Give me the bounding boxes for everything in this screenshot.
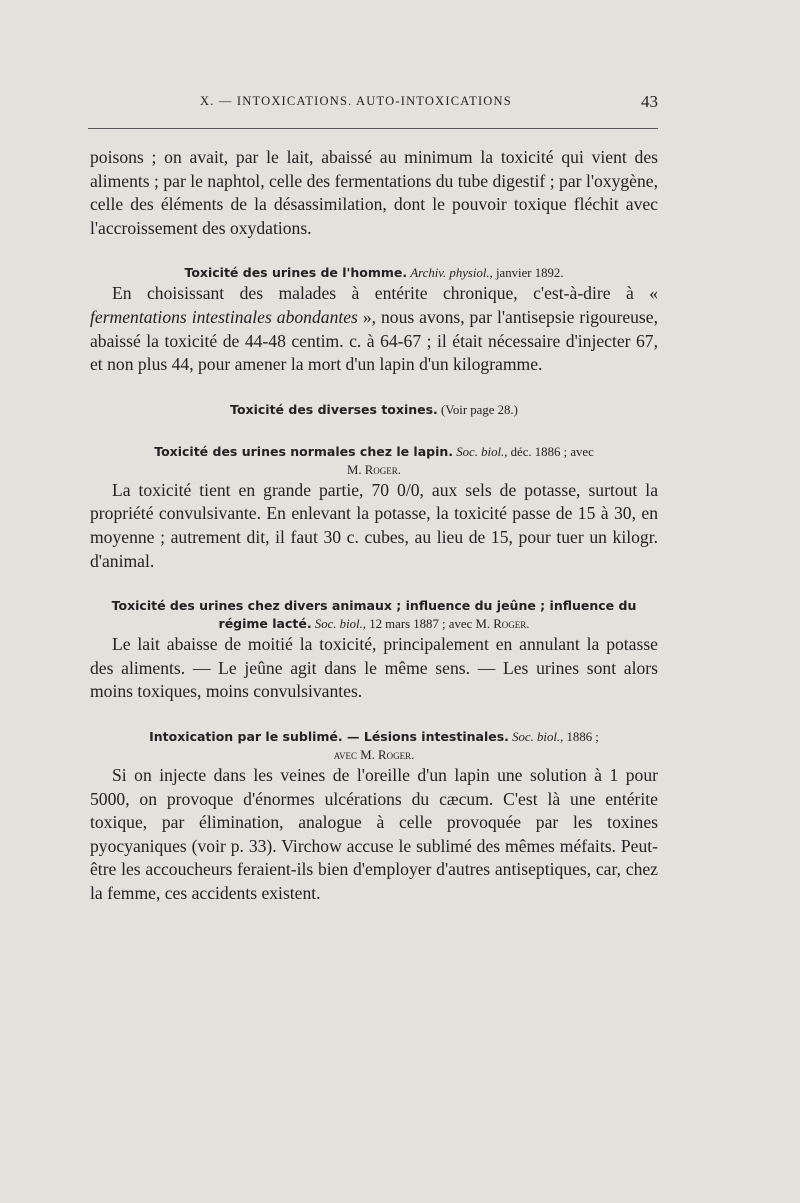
entry-journal: Soc. biol., <box>512 729 564 744</box>
entry-date: 12 mars 1887 ; avec <box>369 617 473 632</box>
page-header <box>88 92 658 116</box>
entry-title: Toxicité des urines normales chez le lapin. <box>154 443 454 459</box>
entry-heading-4 <box>90 597 658 633</box>
entry-coauthor: M. Roger. <box>475 617 530 632</box>
entry-title: Toxicité des diverses toxines. <box>230 401 438 417</box>
entry-journal: Soc. biol., <box>314 617 366 632</box>
entry-title: Toxicité des urines de l'homme. <box>184 265 408 281</box>
entry-heading-5 <box>90 728 658 764</box>
running-title: X. — INTOXICATIONS. AUTO-INTOXICATIONS <box>200 94 512 108</box>
entry-paragraph-1 <box>90 282 658 376</box>
entry-journal: Archiv. physiol., <box>410 266 493 281</box>
entry-date: déc. 1886 ; avec <box>510 444 594 459</box>
paragraph-italic: fermentations intestinales abondantes <box>90 306 358 327</box>
entry-coauthor: avec M. Roger. <box>333 747 415 762</box>
entry-heading-3 <box>90 443 658 479</box>
entry-paragraph-5: Si on injecte dans les veines de l'oreille d'un lapin une solution à 1 pour 5000, on provoque d'énormes ulcérations du cæcum. C'est là une entérite toxique, par élimination, analogue à celle provoquée par les toxines pyocyaniques (voir p. 33). Virchow accuse le sublimé des mêmes méfaits. Peut-être les accoucheurs feraient-ils bien d'employer d'autres antiseptiques, car, chez la femme, ces accidents existent. <box>90 764 658 903</box>
entry-paragraph-4: Le lait abaisse de moitié la toxicité, principalement en annulant la potasse des aliments. — Le jeûne agit dans le même sens. — Les urines sont alors moins toxiques, moins convulsivantes. <box>90 634 658 702</box>
page-number: 43 <box>641 92 658 111</box>
entry-heading-2 <box>90 401 658 419</box>
entry-paragraph-3: La toxicité tient en grande partie, 70 0/0, aux sels de potasse, surtout la propriété convulsivante. En enlevant la potasse, la toxicité passe de 15 à 30, en moyenne ; autrement dit, il faut 30 c. cubes, au lieu de 15, pour tuer un kilogr. d'animal. <box>90 479 658 571</box>
entry-date: 1886 ; <box>566 729 599 744</box>
entry-heading-1 <box>90 264 658 282</box>
entry-title: Toxicité des urines chez divers animaux ; influence du jeûne ; influence du régime lacté. <box>111 598 637 632</box>
paragraph-text: En choisissant des malades à entérite chronique, c'est-à-dire à « <box>112 283 658 304</box>
entry-title: Intoxication par le sublimé. — Lésions intestinales. <box>149 728 509 744</box>
entry-date: janvier 1892. <box>496 266 564 281</box>
entry-coauthor: M. Roger. <box>346 462 401 477</box>
entry-note: (Voir page 28.) <box>441 402 518 417</box>
page-content <box>90 146 658 905</box>
header-rule <box>88 128 658 129</box>
paragraph-continued: poisons ; on avait, par le lait, abaissé au minimum la toxicité qui vient des aliments ; par le naphtol, celle des fermentations du tube digestif ; par l'oxygène, celle des éléments de la désassimilation, dont le pouvoir toxique fléchit avec l'accroissement des oxydations. <box>90 147 658 238</box>
paragraph-text: », nous avons, par l'antisepsie rigoureuse, abaissé la toxicité de 44-48 centim. c. à 64-67 ; il était nécessaire d'injecter 67, et non plus 44, pour amener la mort d'un lapin d'un kilogramme. <box>90 306 658 375</box>
entry-journal: Soc. biol., <box>456 444 508 459</box>
